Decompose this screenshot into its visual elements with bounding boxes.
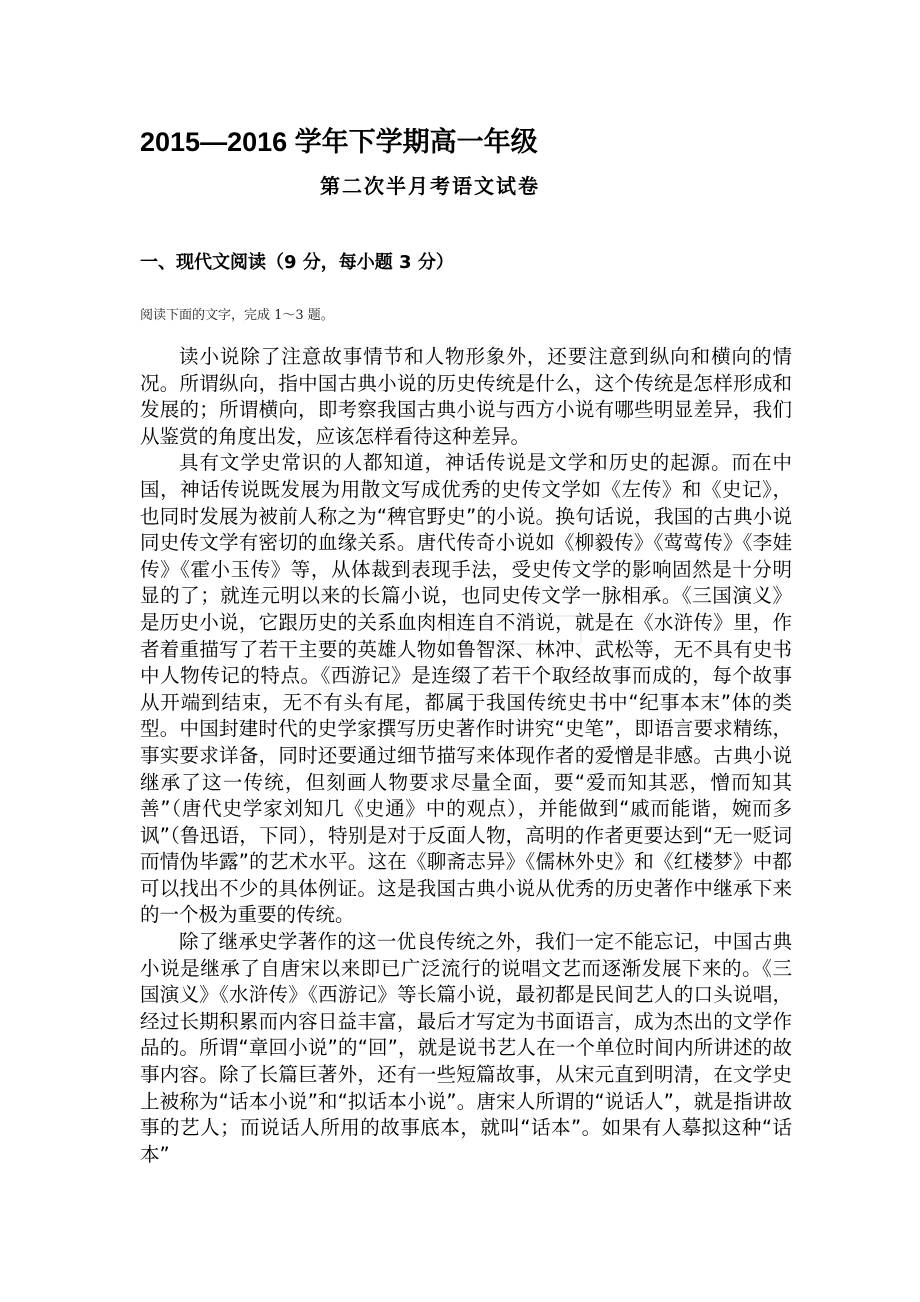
passage-paragraph-1: 读小说除了注意故事情节和人物形象外，还要注意到纵向和横向的情况。所谓纵向，指中国古典小说的历史传统是什么，这个传统是怎样形成和发展的；所谓横向，即考察我国古典小说与西方小说有哪些明显差异，我们从鉴赏的角度出发，应该怎样看待这种差异。 bbox=[140, 345, 792, 448]
document-subtitle: 第二次半月考语文试卷 bbox=[320, 174, 540, 198]
passage-paragraph-2: 具有文学史常识的人都知道，神话传说是文学和历史的起源。而在中国，神话传说既发展为用散文写成优秀的史传文学如《左传》和《史记》，也同时发展为被前人称之为“稗官野史”的小说。换句话说，我国的古典小说同史传文学有密切的血缘关系。唐代传奇小说如《柳毅传》《莺莺传》《李娃传》《霍小玉传》等，从体裁到表现手法，受史传文学的影响固然是十分明显的了；就连元明以来的长篇小说，也同史传文学一脉相承。《三国演义》是历史小说，它跟历史的关系血肉相连自不消说，就是在《水浒传》里，作者着重描写了若干主要的英雄人物如鲁智深、林冲、武松等，无不具有史书中人物传记的特点。《西游记》是连缀了若干个取经故事而成的，每个故事从开端到结束，无不有头有尾，都属于我国传统史书中“纪事本末”体的类型。中国封建时代的史学家撰写历史著作时讲究“史笔”，即语言要求精练，事实要求详备，同时还要通过细节描写来体现作者的爱憎是非感。古典小说继承了这一传统，但刻画人物要求尽量全面，要“爱而知其恶，憎而知其善”（唐代史学家刘知几《史通》中的观点），并能做到“戚而能谐，婉而多讽”（鲁迅语，下同），特别是对于反面人物，高明的作者更要达到“无一贬词而情伪毕露”的艺术水平。这在《聊斋志异》《儒林外史》和《红楼梦》中都可以找出不少的具体例证。这是我国古典小说从优秀的历史著作中继承下来的一个极为重要的传统。 bbox=[140, 451, 792, 927]
watermark-mark bbox=[445, 610, 585, 650]
reading-passage bbox=[140, 344, 792, 1168]
document-title: 2015—2016 学年下学期高一年级 bbox=[140, 127, 538, 157]
faint-watermark bbox=[445, 610, 585, 650]
section-heading: 一、现代文阅读（9 分，每小题 3 分） bbox=[140, 252, 454, 273]
reading-instruction: 阅读下面的文字，完成 1～3 题。 bbox=[140, 308, 334, 323]
passage-paragraph-3: 除了继承史学著作的这一优良传统之外，我们一定不能忘记，中国古典小说是继承了自唐宋以来即已广泛流行的说唱文艺而逐渐发展下来的。《三国演义》《水浒传》《西游记》等长篇小说，最初都是民间艺人的口头说唱，经过长期积累而内容日益丰富，最后才写定为书面语言，成为杰出的文学作品的。所谓“章回小说”的“回”，就是说书艺人在一个单位时间内所讲述的故事内容。除了长篇巨著外，还有一些短篇故事，从宋元直到明清，在文学史上被称为“话本小说”和“拟话本小说”。唐宋人所谓的“说话人”，就是指讲故事的艺人；而说话人所用的故事底本，就叫“话本”。如果有人摹拟这种“话本” bbox=[140, 930, 792, 1166]
